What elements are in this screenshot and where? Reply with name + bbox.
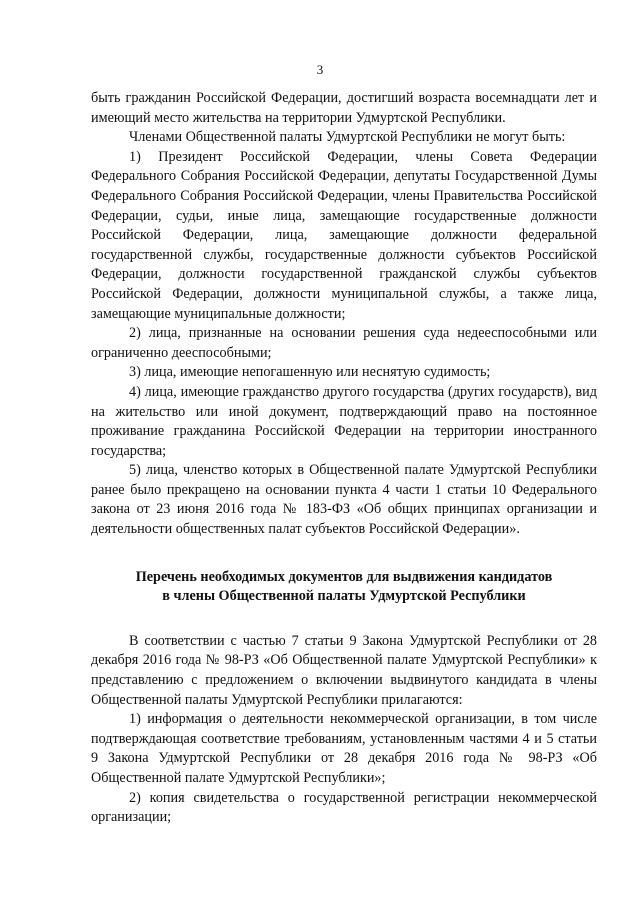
section-heading bbox=[91, 568, 597, 607]
documents-section bbox=[91, 632, 597, 828]
eligibility-section bbox=[91, 89, 597, 540]
paragraph: 2) копия свидетельства о государственной регистрации некоммерческой организации; bbox=[91, 789, 597, 826]
paragraph: 2) лица, признанные на основании решения суда недееспособными или ограниченно дееспособными; bbox=[91, 325, 597, 361]
paragraph: 1) информация о деятельности некоммерческой организации, в том числе подтверждающая соответствие требованиям, установленным частями 4 и 5 статьи 9 Закона Удмуртской Республики от 28 декабря 2016 года № 98-РЗ «Об Общественной палате Удмуртской Республики»; bbox=[91, 711, 597, 786]
document-body bbox=[91, 89, 597, 828]
paragraph: 5) лица, членство которых в Общественной палате Удмуртской Республики ранее было прекращено на основании пункта 4 части 1 статьи 10 Федерального закона от 23 июня 2016 года № 183-ФЗ «Об общих принципах организации и деятельности общественных палат субъектов Российской Федерации». bbox=[91, 462, 597, 538]
paragraph: 1) Президент Российской Федерации, члены Совета Федерации Федерального Собрания Российской Федерации, депутаты Государственной Думы Федерального Собрания Российской Федерации, члены Правительства Российской Федерации, судьи, иные лица, замещающие государственные должности Российской Федерации, лица, замещающие должности федеральной государственной службы, государственные должности субъектов Российской Федерации, должности государственной гражданской службы субъектов Российской Федерации, должности муниципальной службы, а также лица, замещающие муниципальные должности; bbox=[91, 148, 597, 322]
paragraph: 3) лица, имеющие непогашенную или неснятую судимость; bbox=[129, 364, 491, 381]
paragraph: быть гражданин Российской Федерации, достигший возраста восемнадцати лет и имеющий место жительства на территории Удмуртской Республики. bbox=[91, 90, 597, 126]
paragraph: Членами Общественной палаты Удмуртской Республики не могут быть: bbox=[129, 129, 566, 146]
page-number: 3 bbox=[316, 62, 324, 77]
paragraph: В соответствии с частью 7 статьи 9 Закона Удмуртской Республики от 28 декабря 2016 года № 98-РЗ «Об Общественной палате Удмуртской Республики» к представлению с предложением о включении выдвинутого кандидата в члены Общественной палаты Удмуртской Республики прилагаются: bbox=[91, 632, 597, 708]
paragraph: 4) лица, имеющие гражданство другого государства (других государств), вид на жительство или иной документ, подтверждающий право на постоянное проживание гражданина Российской Федерации на территории иностранного государства; bbox=[91, 383, 597, 459]
heading-line-1: Перечень необходимых документов для выдвижения кандидатов bbox=[135, 568, 553, 585]
heading-line-2: в члены Общественной палаты Удмуртской Республики bbox=[162, 588, 526, 605]
